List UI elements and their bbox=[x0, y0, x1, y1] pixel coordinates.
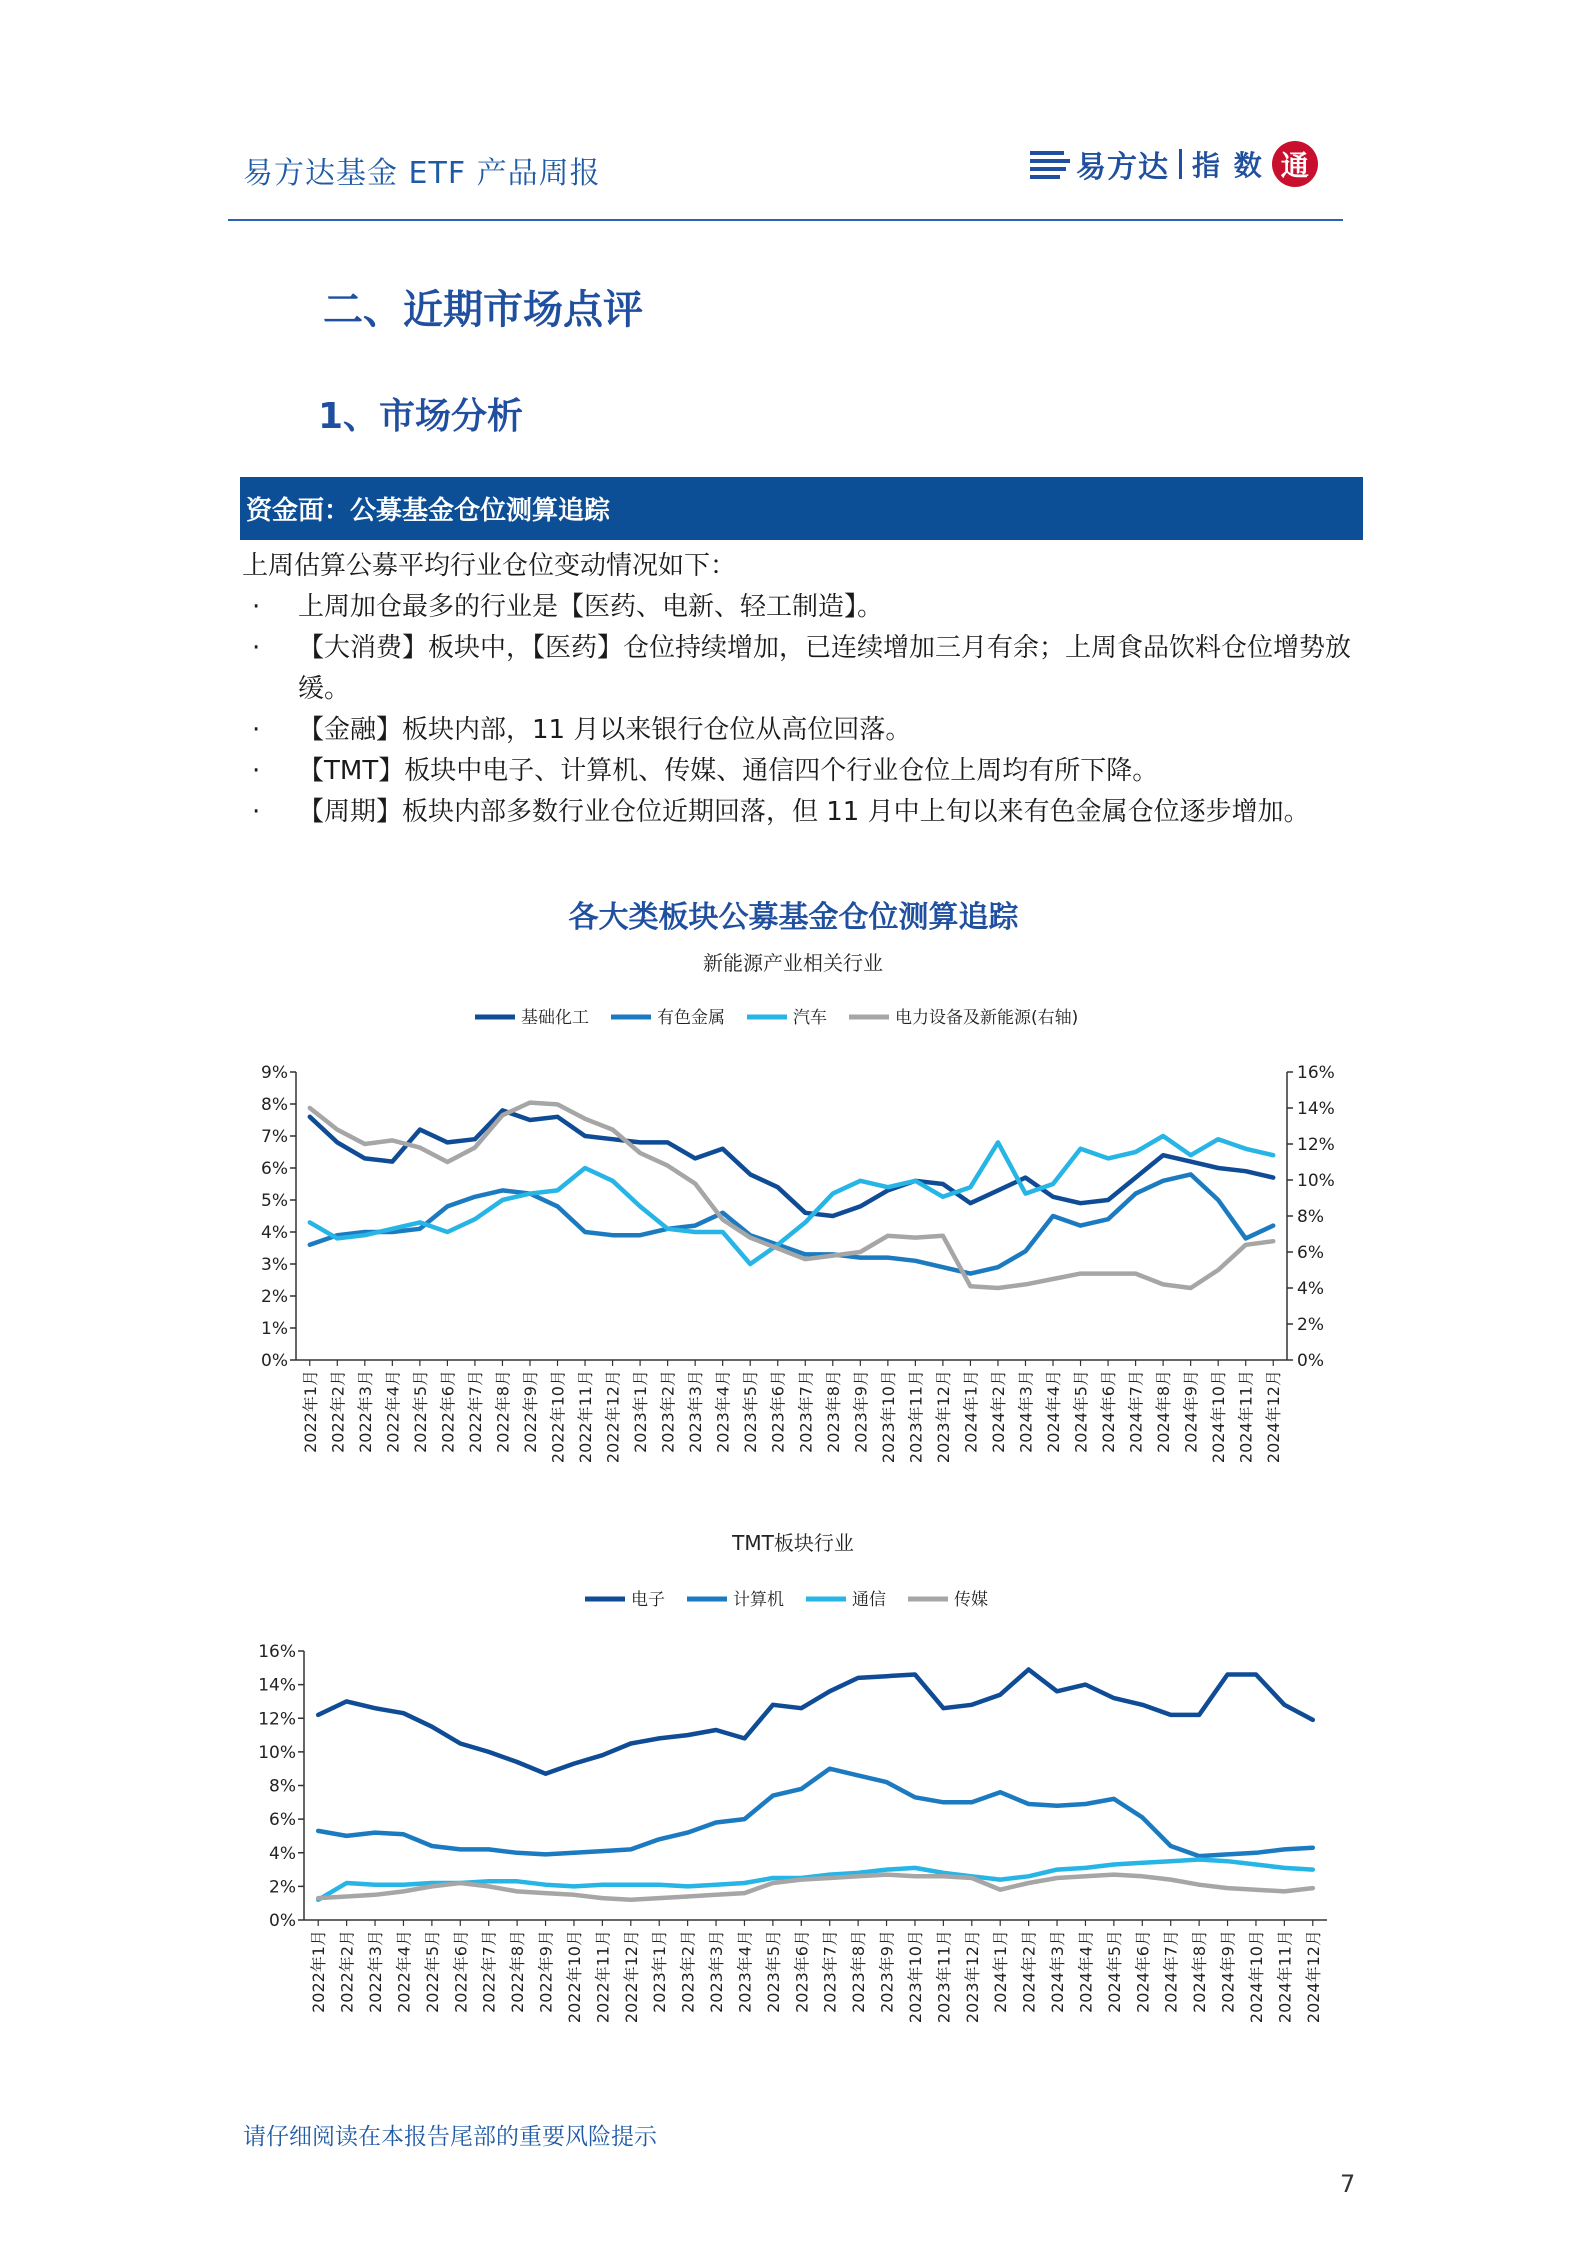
x-tick-label: 2024年6月 bbox=[1099, 1370, 1119, 1453]
x-tick-label: 2023年7月 bbox=[796, 1370, 816, 1453]
x-tick-label: 2022年4月 bbox=[394, 1930, 414, 2013]
x-tick-label: 2024年9月 bbox=[1218, 1930, 1238, 2013]
bullet-item bbox=[242, 751, 1362, 792]
bullet-dot: · bbox=[252, 633, 261, 663]
x-tick-label: 2022年7月 bbox=[465, 1370, 485, 1453]
y-tick-label-left: 9% bbox=[261, 1063, 288, 1083]
x-tick-label: 2022年6月 bbox=[438, 1370, 458, 1453]
x-tick-label: 2023年6月 bbox=[792, 1930, 812, 2013]
x-tick-label: 2024年1月 bbox=[991, 1930, 1011, 2013]
series-line bbox=[318, 1670, 1313, 1774]
y-tick-label-left: 16% bbox=[258, 1642, 296, 1662]
legend-label: 通信 bbox=[852, 1590, 886, 1610]
y-tick-label-left: 3% bbox=[261, 1255, 288, 1275]
series-line bbox=[318, 1769, 1313, 1856]
x-tick-label: 2022年5月 bbox=[422, 1930, 442, 2013]
series-line bbox=[318, 1875, 1313, 1900]
x-tick-label: 2022年10月 bbox=[548, 1370, 568, 1464]
x-tick-label: 2024年7月 bbox=[1126, 1370, 1146, 1453]
topic-bar-title: 资金面：公募基金仓位测算追踪 bbox=[246, 496, 611, 526]
legend-label: 传媒 bbox=[954, 1590, 988, 1610]
y-tick-label-left: 8% bbox=[261, 1095, 288, 1115]
tmt-chart bbox=[0, 1520, 1587, 2040]
x-tick-label: 2022年1月 bbox=[309, 1930, 329, 2013]
x-tick-label: 2022年2月 bbox=[337, 1930, 357, 2013]
x-tick-label: 2023年5月 bbox=[763, 1930, 783, 2013]
x-tick-label: 2023年12月 bbox=[933, 1370, 953, 1464]
y-tick-label-left: 4% bbox=[261, 1223, 288, 1243]
y-tick-label-right: 4% bbox=[1297, 1279, 1324, 1299]
legend-label: 有色金属 bbox=[657, 1008, 725, 1028]
x-tick-label: 2022年6月 bbox=[451, 1930, 471, 2013]
x-tick-label: 2023年8月 bbox=[849, 1930, 869, 2013]
y-tick-label-left: 1% bbox=[261, 1319, 288, 1339]
x-tick-label: 2023年6月 bbox=[768, 1370, 788, 1453]
risk-note: 请仔细阅读在本报告尾部的重要风险提示 bbox=[243, 2124, 657, 2150]
bullet-item bbox=[242, 792, 1362, 833]
x-tick-label: 2023年3月 bbox=[707, 1930, 727, 2013]
series-line bbox=[310, 1103, 1273, 1288]
subsection-heading: 1、市场分析 bbox=[318, 396, 524, 437]
y-tick-label-left: 6% bbox=[261, 1159, 288, 1179]
x-tick-label: 2023年12月 bbox=[962, 1930, 982, 2024]
y-tick-label-right: 10% bbox=[1297, 1171, 1335, 1191]
new-energy-chart bbox=[0, 940, 1587, 1480]
x-tick-label: 2024年5月 bbox=[1071, 1370, 1091, 1453]
x-tick-label: 2022年8月 bbox=[493, 1370, 513, 1453]
y-tick-label-right: 6% bbox=[1297, 1243, 1324, 1263]
y-tick-label-right: 16% bbox=[1297, 1063, 1335, 1083]
x-tick-label: 2023年1月 bbox=[631, 1370, 651, 1453]
legend-label: 汽车 bbox=[793, 1008, 827, 1028]
x-tick-label: 2022年5月 bbox=[410, 1370, 430, 1453]
x-tick-label: 2024年12月 bbox=[1303, 1930, 1323, 2024]
x-tick-label: 2024年10月 bbox=[1246, 1930, 1266, 2024]
header-divider bbox=[228, 219, 1343, 221]
x-tick-label: 2024年4月 bbox=[1076, 1930, 1096, 2013]
x-tick-label: 2024年7月 bbox=[1161, 1930, 1181, 2013]
x-tick-label: 2023年3月 bbox=[686, 1370, 706, 1453]
x-tick-label: 2023年7月 bbox=[820, 1930, 840, 2013]
x-tick-label: 2022年9月 bbox=[520, 1370, 540, 1453]
x-tick-label: 2022年4月 bbox=[383, 1370, 403, 1453]
legend-label: 计算机 bbox=[733, 1590, 784, 1610]
y-tick-label-right: 14% bbox=[1297, 1099, 1335, 1119]
y-tick-label-left: 14% bbox=[258, 1675, 296, 1696]
logo-seal-icon: 通 bbox=[1272, 141, 1318, 187]
x-tick-label: 2022年3月 bbox=[366, 1930, 386, 2013]
logo-brand: 易方达 bbox=[1076, 150, 1169, 185]
x-tick-label: 2022年12月 bbox=[621, 1930, 641, 2024]
y-tick-label-right: 8% bbox=[1297, 1207, 1324, 1227]
x-tick-label: 2024年1月 bbox=[961, 1370, 981, 1453]
report-title: 易方达基金 ETF 产品周报 bbox=[243, 156, 601, 191]
y-tick-label-left: 0% bbox=[261, 1351, 288, 1371]
x-tick-label: 2022年12月 bbox=[603, 1370, 623, 1464]
topic-bar bbox=[240, 477, 1363, 540]
x-tick-label: 2024年12月 bbox=[1264, 1370, 1284, 1464]
y-tick-label-right: 0% bbox=[1297, 1351, 1324, 1371]
x-tick-label: 2023年10月 bbox=[905, 1930, 925, 2024]
bullet-text: 【金融】板块内部，11 月以来银行仓位从高位回落。 bbox=[298, 715, 912, 745]
bullet-text: 【TMT】板块中电子、计算机、传媒、通信四个行业仓位上周均有所下降。 bbox=[298, 756, 1159, 786]
analysis-text bbox=[242, 546, 1362, 833]
x-tick-label: 2024年3月 bbox=[1016, 1370, 1036, 1453]
y-tick-label-left: 2% bbox=[261, 1287, 288, 1307]
x-tick-label: 2024年5月 bbox=[1104, 1930, 1124, 2013]
y-tick-label-left: 8% bbox=[269, 1776, 296, 1797]
x-tick-label: 2023年8月 bbox=[823, 1370, 843, 1453]
chart-title: TMT板块行业 bbox=[732, 1531, 854, 1555]
x-tick-label: 2023年4月 bbox=[735, 1930, 755, 2013]
bullet-text: 【大消费】板块中，【医药】仓位持续增加，已连续增加三月有余；上周食品饮料仓位增势放缓。 bbox=[298, 633, 1352, 704]
x-tick-label: 2023年9月 bbox=[877, 1930, 897, 2013]
bullet-dot: · bbox=[252, 756, 261, 786]
y-tick-label-right: 2% bbox=[1297, 1315, 1324, 1335]
x-tick-label: 2022年2月 bbox=[328, 1370, 348, 1453]
y-tick-label-right: 12% bbox=[1297, 1135, 1335, 1155]
x-tick-label: 2024年10月 bbox=[1209, 1370, 1229, 1464]
x-tick-label: 2022年10月 bbox=[564, 1930, 584, 2024]
company-logo bbox=[1030, 138, 1318, 190]
legend-label: 电力设备及新能源(右轴) bbox=[895, 1008, 1079, 1028]
x-tick-label: 2023年2月 bbox=[678, 1930, 698, 2013]
x-tick-label: 2024年8月 bbox=[1190, 1930, 1210, 2013]
section-heading: 二、近期市场点评 bbox=[323, 287, 643, 333]
legend-label: 基础化工 bbox=[521, 1008, 589, 1028]
series-line bbox=[310, 1174, 1273, 1273]
logo-sub: 指 数 bbox=[1192, 149, 1264, 182]
x-tick-label: 2022年11月 bbox=[576, 1370, 596, 1464]
y-tick-label-left: 4% bbox=[269, 1843, 296, 1864]
x-tick-label: 2022年1月 bbox=[300, 1370, 320, 1453]
y-tick-label-left: 5% bbox=[261, 1191, 288, 1211]
bullet-item bbox=[242, 587, 1362, 628]
x-tick-label: 2023年4月 bbox=[713, 1370, 733, 1453]
y-tick-label-left: 6% bbox=[269, 1810, 296, 1831]
x-tick-label: 2024年9月 bbox=[1181, 1370, 1201, 1453]
logo-divider bbox=[1179, 149, 1182, 179]
x-tick-label: 2024年3月 bbox=[1048, 1930, 1068, 2013]
x-tick-label: 2024年4月 bbox=[1044, 1370, 1064, 1453]
page-number: 7 bbox=[1340, 2170, 1356, 2198]
figure-title: 各大类板块公募基金仓位测算追踪 bbox=[568, 900, 1019, 935]
y-tick-label-left: 10% bbox=[258, 1742, 296, 1763]
x-tick-label: 2022年3月 bbox=[355, 1370, 375, 1453]
y-tick-label-left: 12% bbox=[258, 1709, 296, 1730]
bullet-dot: · bbox=[252, 715, 261, 745]
x-tick-label: 2023年11月 bbox=[934, 1930, 954, 2024]
y-tick-label-left: 0% bbox=[269, 1911, 296, 1931]
x-tick-label: 2023年2月 bbox=[658, 1370, 678, 1453]
x-tick-label: 2023年10月 bbox=[878, 1370, 898, 1464]
x-tick-label: 2024年11月 bbox=[1236, 1370, 1256, 1464]
y-tick-label-left: 7% bbox=[261, 1127, 288, 1147]
x-tick-label: 2022年8月 bbox=[508, 1930, 528, 2013]
x-tick-label: 2023年11月 bbox=[906, 1370, 926, 1464]
x-tick-label: 2023年1月 bbox=[650, 1930, 670, 2013]
bullet-dot: · bbox=[252, 592, 261, 622]
x-tick-label: 2022年7月 bbox=[479, 1930, 499, 2013]
bullet-text: 上周加仓最多的行业是【医药、电新、轻工制造】。 bbox=[298, 592, 884, 622]
intro-paragraph: 上周估算公募平均行业仓位变动情况如下： bbox=[242, 551, 737, 581]
x-tick-label: 2023年9月 bbox=[851, 1370, 871, 1453]
bullet-item bbox=[242, 628, 1362, 710]
x-tick-label: 2024年8月 bbox=[1154, 1370, 1174, 1453]
x-tick-label: 2024年11月 bbox=[1275, 1930, 1295, 2024]
bullet-dot: · bbox=[252, 797, 261, 827]
x-tick-label: 2024年2月 bbox=[988, 1370, 1008, 1453]
bullet-item bbox=[242, 710, 1362, 751]
x-tick-label: 2024年6月 bbox=[1133, 1930, 1153, 2013]
bullet-text: 【周期】板块内部多数行业仓位近期回落，但 11 月中上旬以来有色金属仓位逐步增加。 bbox=[298, 797, 1310, 827]
x-tick-label: 2023年5月 bbox=[741, 1370, 761, 1453]
legend-label: 电子 bbox=[631, 1590, 665, 1610]
x-tick-label: 2024年2月 bbox=[1019, 1930, 1039, 2013]
logo-stripes-icon bbox=[1030, 149, 1070, 179]
y-tick-label-left: 2% bbox=[269, 1877, 296, 1898]
chart-title: 新能源产业相关行业 bbox=[703, 951, 883, 975]
x-tick-label: 2022年11月 bbox=[593, 1930, 613, 2024]
x-tick-label: 2022年9月 bbox=[536, 1930, 556, 2013]
